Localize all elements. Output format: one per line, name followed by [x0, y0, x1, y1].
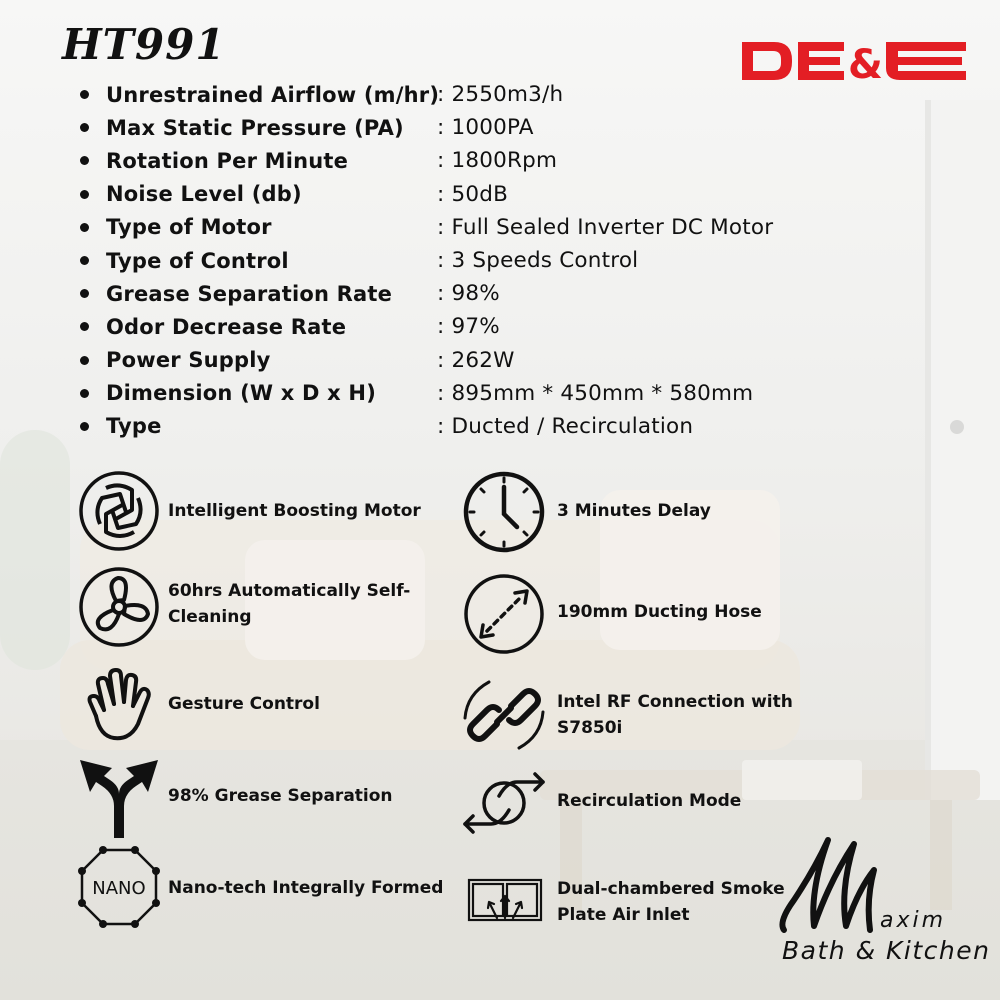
- spec-label: Odor Decrease Rate: [106, 314, 347, 339]
- feature-label: Intelligent Boosting Motor: [168, 501, 421, 521]
- spec-label: Type of Motor: [106, 215, 272, 240]
- clock-icon: [461, 469, 547, 555]
- spec-value: : Ducted / Recirculation: [437, 413, 694, 439]
- spec-label: Dimension (W x D x H): [106, 381, 376, 406]
- bullet-dot: [80, 256, 89, 265]
- spec-value: : 2550m3/h: [437, 82, 564, 108]
- feature-label: Cleaning: [168, 607, 252, 627]
- diagonal-arrow-icon: [461, 571, 547, 657]
- spec-row: [80, 144, 880, 177]
- spec-row: [80, 78, 880, 111]
- dealer-logo: [770, 830, 990, 980]
- spec-value: : 98%: [437, 281, 500, 307]
- spec-label: Grease Separation Rate: [106, 281, 393, 306]
- feature-label: Recirculation Mode: [557, 791, 742, 811]
- spec-label: Type: [106, 414, 162, 439]
- bullet-dot: [80, 90, 89, 99]
- feature-label: Plate Air Inlet: [557, 905, 690, 925]
- background-books: [742, 760, 862, 800]
- spec-value: : 50dB: [437, 181, 509, 207]
- bullet-dot: [80, 156, 89, 165]
- nano-octagon-icon: [76, 844, 162, 930]
- spec-list: [80, 78, 880, 443]
- feature-label: Gesture Control: [168, 694, 320, 714]
- feature-label: 98% Grease Separation: [168, 786, 393, 806]
- spec-label: Rotation Per Minute: [106, 148, 349, 173]
- spec-row: [80, 277, 880, 310]
- nano-badge-text: NANO: [92, 878, 146, 899]
- bullet-dot: [80, 322, 89, 331]
- dealer-subtitle: Bath & Kitchen: [782, 936, 991, 965]
- bullet-dot: [80, 356, 89, 365]
- spec-value: : 1800Rpm: [437, 148, 558, 174]
- spec-label: Power Supply: [106, 348, 271, 373]
- dealer-name: axim: [880, 908, 947, 933]
- spec-row: [80, 244, 880, 277]
- feature-label: Dual-chambered Smoke: [557, 879, 785, 899]
- feature-label: 3 Minutes Delay: [557, 501, 711, 521]
- spec-label: Max Static Pressure (PA): [106, 115, 404, 140]
- background-door: [925, 100, 1000, 800]
- recirculation-icon: [461, 760, 547, 846]
- spec-value: : 1000PA: [437, 115, 534, 141]
- motor-knot-icon: [76, 468, 162, 554]
- feature-label: Nano-tech Integrally Formed: [168, 878, 444, 898]
- spec-label: Noise Level (db): [106, 182, 302, 207]
- background-door-knob: [950, 420, 964, 434]
- bullet-dot: [80, 190, 89, 199]
- bullet-dot: [80, 422, 89, 431]
- bullet-dot: [80, 223, 89, 232]
- spec-row: [80, 377, 880, 410]
- spec-row: [80, 178, 880, 211]
- brand-logo-ampersand: &: [848, 42, 883, 82]
- model-title: HT991: [62, 20, 226, 69]
- spec-row: [80, 111, 880, 144]
- feature-label: S7850i: [557, 718, 623, 738]
- background-plant: [0, 430, 70, 670]
- spec-label: Type of Control: [106, 248, 289, 273]
- bullet-dot: [80, 389, 89, 398]
- spec-row: [80, 211, 880, 244]
- feature-label: 190mm Ducting Hose: [557, 602, 762, 622]
- spec-value: : 895mm * 450mm * 580mm: [437, 380, 754, 406]
- spec-value: : 262W: [437, 347, 515, 373]
- feature-label: 60hrs Automatically Self-: [168, 581, 411, 601]
- spec-value: : Full Sealed Inverter DC Motor: [437, 214, 774, 240]
- spec-value: : 3 Speeds Control: [437, 248, 639, 274]
- hand-icon: [76, 662, 162, 748]
- spec-row: [80, 344, 880, 377]
- spec-label: Unrestrained Airflow (m/hr): [106, 82, 440, 107]
- spec-row: [80, 410, 880, 443]
- feature-label: Intel RF Connection with: [557, 692, 793, 712]
- bullet-dot: [80, 123, 89, 132]
- spec-value: : 97%: [437, 314, 500, 340]
- split-arrow-icon: [76, 754, 162, 840]
- bullet-dot: [80, 289, 89, 298]
- brand-logo: [740, 40, 970, 82]
- air-inlet-icon: [467, 878, 543, 922]
- fan-icon: [76, 564, 162, 650]
- spec-row: [80, 310, 880, 343]
- link-icon: [461, 672, 547, 758]
